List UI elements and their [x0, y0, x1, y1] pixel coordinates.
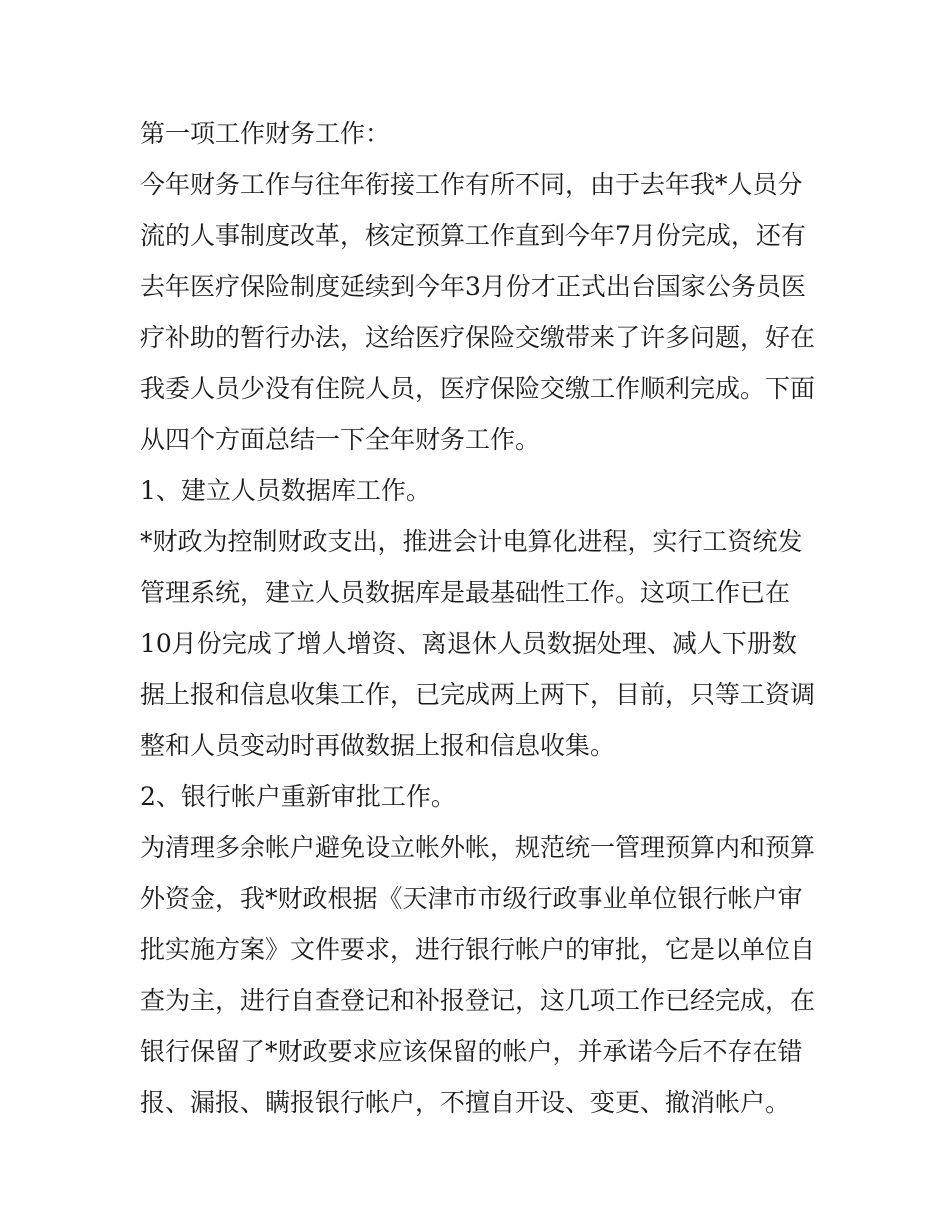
paragraph-line: 查为主，进行自查登记和补报登记，这几项工作已经完成，在	[140, 986, 816, 1015]
paragraph-line: 我委人员少没有住院人员，医疗保险交缴工作顺利完成。下面	[140, 374, 816, 403]
subsection-heading: 1、建立人员数据库工作。	[140, 476, 431, 505]
paragraph-line: 管理系统，建立人员数据库是最基础性工作。这项工作已在	[140, 578, 791, 607]
paragraph-line: 流的人事制度改革，核定预算工作直到今年7月份完成，还有	[140, 221, 806, 250]
section-heading: 第一项工作财务工作：	[140, 119, 391, 148]
paragraph-line: 批实施方案》文件要求，进行银行帐户的审批，它是以单位自	[140, 935, 816, 964]
paragraph-line: 外资金，我*财政根据《天津市市级行政事业单位银行帐户审	[140, 884, 803, 913]
paragraph-line: 疗补助的暂行办法，这给医疗保险交缴带来了许多问题，好在	[140, 323, 816, 352]
paragraph-line: 今年财务工作与往年衔接工作有所不同，由于去年我*人员分	[140, 170, 803, 199]
document-body	[140, 108, 820, 1128]
paragraph-line: 去年医疗保险制度延续到今年3月份才正式出台国家公务员医	[140, 272, 806, 301]
subsection-heading: 2、银行帐户重新审批工作。	[140, 782, 456, 811]
paragraph-line: 10月份完成了增人增资、离退休人员数据处理、减人下册数	[140, 629, 797, 658]
paragraph-line: *财政为控制财政支出，推进会计电算化进程，实行工资统发	[140, 527, 803, 556]
paragraph-line: 从四个方面总结一下全年财务工作。	[140, 425, 541, 454]
paragraph-line: 报、漏报、瞒报银行帐户，不擅自开设、变更、撤消帐户。	[140, 1088, 791, 1117]
paragraph-line: 银行保留了*财政要求应该保留的帐户，并承诺今后不存在错	[140, 1037, 803, 1066]
paragraph-line: 据上报和信息收集工作，已完成两上两下，目前，只等工资调	[140, 680, 816, 709]
paragraph-line: 整和人员变动时再做数据上报和信息收集。	[140, 731, 616, 760]
paragraph-line: 为清理多余帐户避免设立帐外帐，规范统一管理预算内和预算	[140, 833, 816, 862]
